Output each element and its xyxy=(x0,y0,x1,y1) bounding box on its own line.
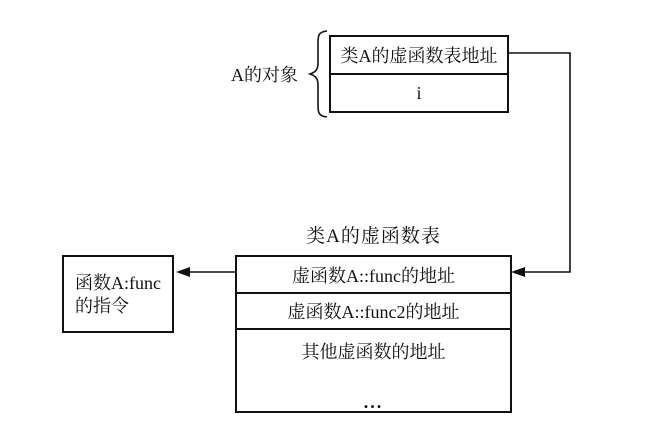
vtable-row-func: 虚函数A::func的地址 xyxy=(237,257,510,294)
vtable-arrowhead-icon xyxy=(511,267,525,277)
vtable-row-others xyxy=(237,330,510,411)
vtable-row-func2: 虚函数A::func2的地址 xyxy=(237,294,510,330)
vtable-title: 类A的虚函数表 xyxy=(306,226,441,247)
object-brace-icon xyxy=(310,31,327,117)
object-vptr-cell: 类A的虚函数表地址 xyxy=(331,37,507,75)
func-arrowhead-icon xyxy=(176,267,190,277)
vtable-ellipsis: ... xyxy=(363,392,384,412)
object-member-cell: i xyxy=(416,82,422,103)
func-box-line1: 函数A:func xyxy=(75,273,161,293)
object-label: A的对象 xyxy=(231,65,298,85)
vtable-box xyxy=(235,255,512,413)
vtable-row-others-label: 其他虚函数的地址 xyxy=(301,342,446,362)
func-box-line2: 的指令 xyxy=(75,296,129,316)
function-instructions-box xyxy=(62,255,174,333)
vptr-to-vtable-connector xyxy=(509,53,570,272)
object-box xyxy=(329,35,509,113)
